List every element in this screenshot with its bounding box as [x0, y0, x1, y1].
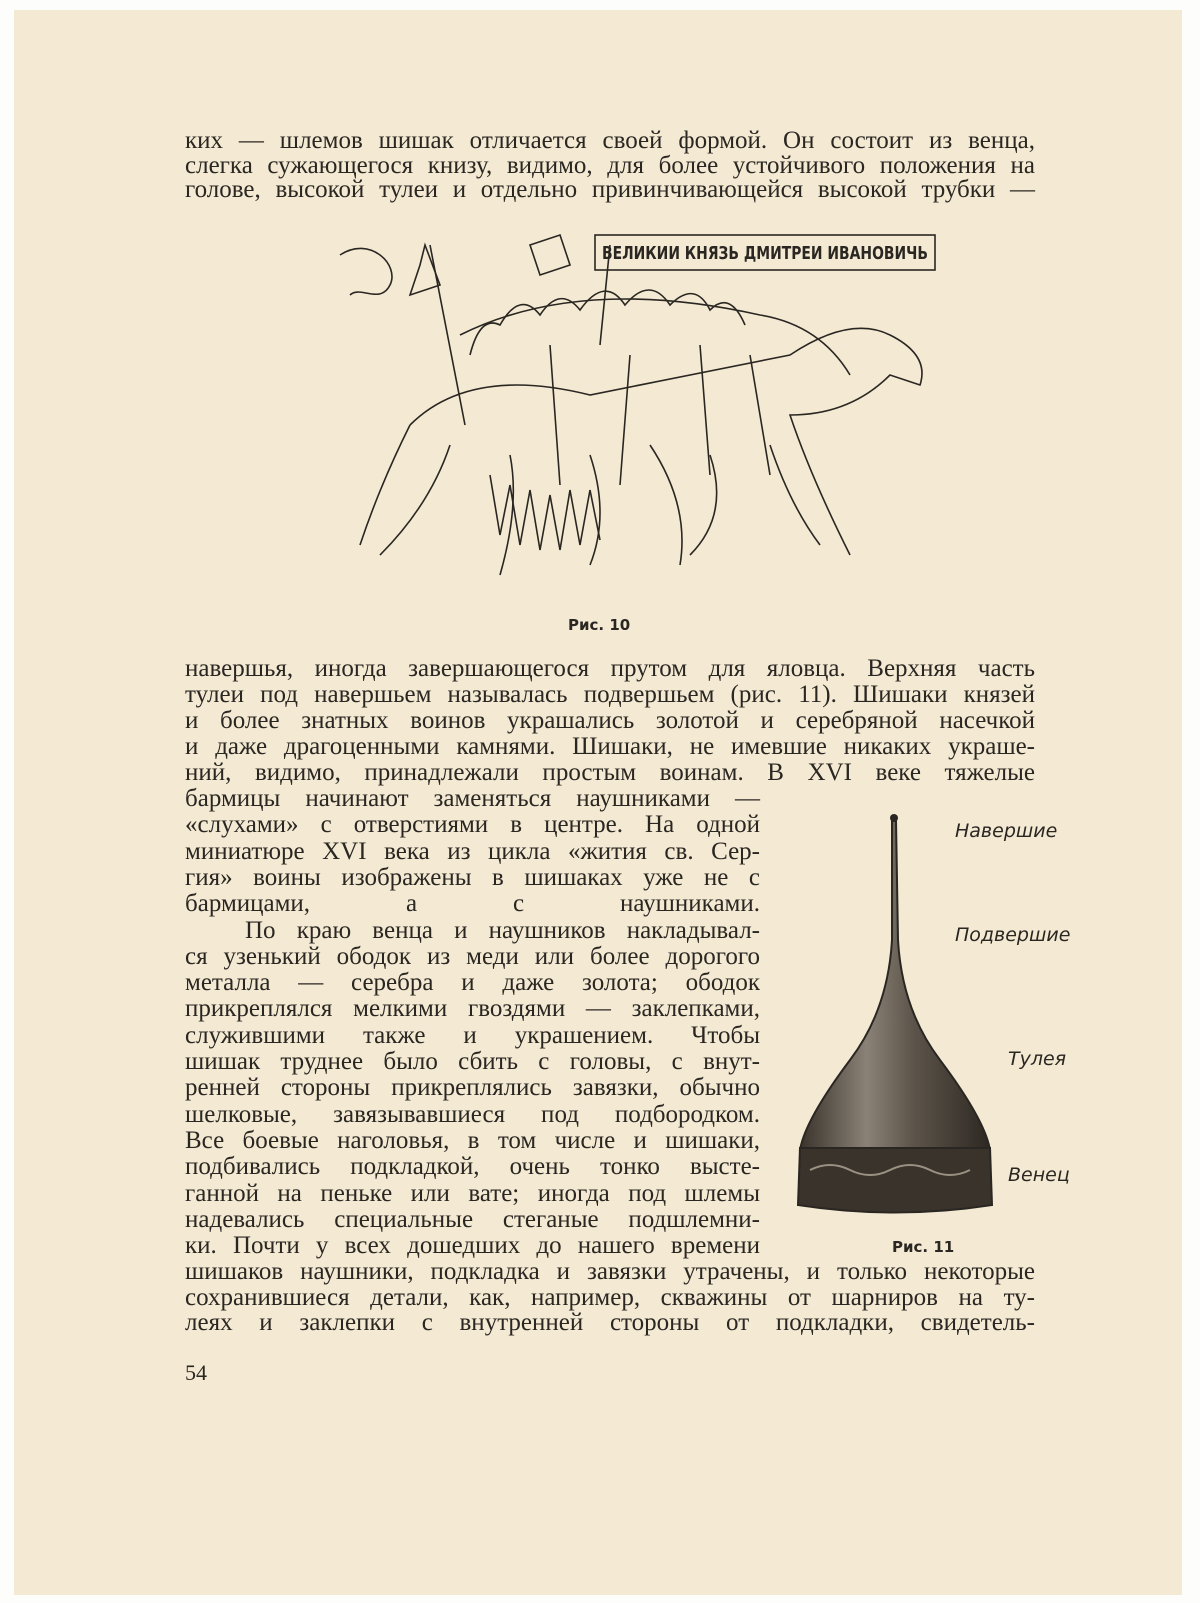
text-line: ся узенький ободок из меди или более дорогого [185, 942, 760, 970]
text-line: ганной на пеньке или вате; иногда под шлемы [185, 1179, 760, 1207]
text-line: гия» воины изображены в шишаках уже не с [185, 863, 760, 891]
figure-10-warriors-drawing [330, 225, 950, 605]
text-line: и более знатных воинов украшались золотой и серебряной насечкой [185, 707, 1035, 734]
text-line: служившими также и украшением. Чтобы [185, 1021, 760, 1049]
text-line: ний, видимо, принадлежали простым воинам. В XVI веке тяжелые [185, 759, 1035, 786]
text-line: прикреплялся мелкими гвоздями — заклепками, [185, 995, 760, 1023]
text-line: и даже драгоценными камнями. Шишаки, не имевшие никаких украше- [185, 733, 1035, 760]
text-line: Все боевые наголовья, в том числе и шишаки, [185, 1126, 760, 1154]
label-podvershie: Подвершие [955, 924, 1071, 946]
text-line: шелковые, завязывавшиеся под подбородком. [185, 1100, 760, 1128]
text-line: металла — серебра и даже золота; ободок [185, 969, 760, 997]
text-line: ких — шлемов шишак отличается своей формой. Он состоит из венца, [185, 127, 1035, 154]
label-venets: Венец [1008, 1164, 1070, 1186]
text-line: По краю венца и наушников накладывал- [245, 916, 760, 944]
text-line: шишак труднее было сбить с головы, с внут- [185, 1048, 760, 1075]
page-number: 54 [185, 1360, 207, 1385]
label-tuleya: Тулея [1008, 1048, 1067, 1070]
text-line: слегка сужающегося книзу, видимо, для более устойчивого положения на [185, 151, 1035, 179]
banner-text: ВЕЛИКИИ КНЯЗЬ ДМИТРЕИ ИВАНОВИЧЬ [602, 243, 928, 264]
text-line: шишаков наушники, подкладка и завязки утрачены, и только некоторые [185, 1258, 1035, 1285]
figure-11-caption: Рис. 11 [892, 1238, 955, 1256]
text-line: бармицы начинают заменяться наушниками — [185, 785, 760, 812]
text-line: навершья, иногда завершающегося прутом для яловца. Верхняя часть [185, 655, 1035, 682]
figure-10-caption: Рис. 10 [568, 616, 631, 634]
figure-11-shishak-helmet [780, 810, 1020, 1220]
text-line: леях и заклепки с внутренней стороны от подкладки, свидетель- [185, 1309, 1035, 1336]
text-line: подбивались подкладкой, очень тонко высте- [185, 1153, 760, 1181]
text-line: бармицами, а с наушниками. [185, 890, 760, 918]
text-line: миниатюре XVI века из цикла «жития св. Сер- [185, 837, 760, 865]
label-navershie: Навершие [955, 820, 1058, 842]
text-line: «слухами» с отверстиями в центре. На одной [185, 811, 760, 839]
text-line: голове, высокой тулеи и отдельно привинчивающейся высокой трубки — [185, 176, 1035, 203]
text-line: сохранившиеся детали, как, например, скважины от шарниров на ту- [185, 1283, 1035, 1311]
text-line: ки. Почти у всех дошедших до нашего времени [185, 1232, 760, 1260]
text-line: надевались специальные стеганые подшлемни- [185, 1205, 760, 1233]
text-line: ренней стороны прикреплялись завязки, обычно [185, 1074, 760, 1102]
text-line: тулеи под навершьем называлась подвершьем (рис. 11). Шишаки князей [185, 681, 1035, 708]
